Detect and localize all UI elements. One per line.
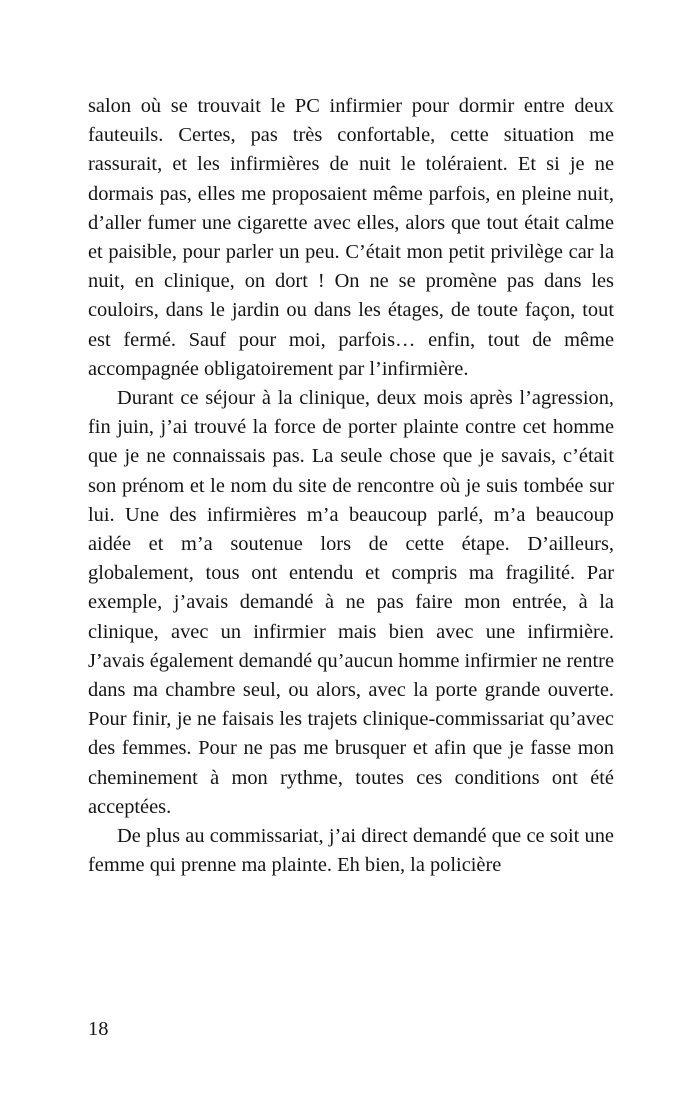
paragraph-1: salon où se trouvait le PC infirmier pour dormir entre deux fauteuils. Certes, pas très confortable, cette situation me rassurait, et les infirmières de nuit le toléraient. Et si je ne dormais pas, elles me proposaient même parfois, en pleine nuit, d’aller fumer une cigarette avec elles, alors que tout était calme et paisible, pour parler un peu. C’était mon petit privilège car la nuit, en clinique, on dort ! On ne se promène pas dans les couloirs, dans le jardin ou dans les étages, de toute façon, tout est fermé. Sauf pour moi, parfois… enfin, tout de même accompagnée obligatoirement par l’infirmière. (88, 95, 614, 380)
body-text (88, 92, 614, 880)
page-number: 18 (88, 1018, 109, 1040)
paragraph-2: Durant ce séjour à la clinique, deux mois après l’agression, fin juin, j’ai trouvé la force de porter plainte contre cet homme que je ne connaissais pas. La seule chose que je savais, c’était son prénom et le nom du site de rencontre où je suis tombée sur lui. Une des infirmières m’a beaucoup parlé, m’a beaucoup aidée et m’a soutenue lors de cette étape. D’ailleurs, globalement, tous ont entendu et compris ma fragilité. Par exemple, j’avais demandé à ne pas faire mon entrée, à la clinique, avec un infirmier mais bien avec une infirmière. J’avais également demandé qu’aucun homme infirmier ne rentre dans ma chambre seul, ou alors, avec la porte grande ouverte. Pour finir, je ne faisais les trajets clinique-commissariat qu’avec des femmes. Pour ne pas me brusquer et afin que je fasse mon cheminement à mon rythme, toutes ces conditions ont été acceptées. (88, 387, 614, 818)
paragraph-3: De plus au commissariat, j’ai direct demandé que ce soit une femme qui prenne ma plainte. Eh bien, la policière (88, 825, 614, 877)
